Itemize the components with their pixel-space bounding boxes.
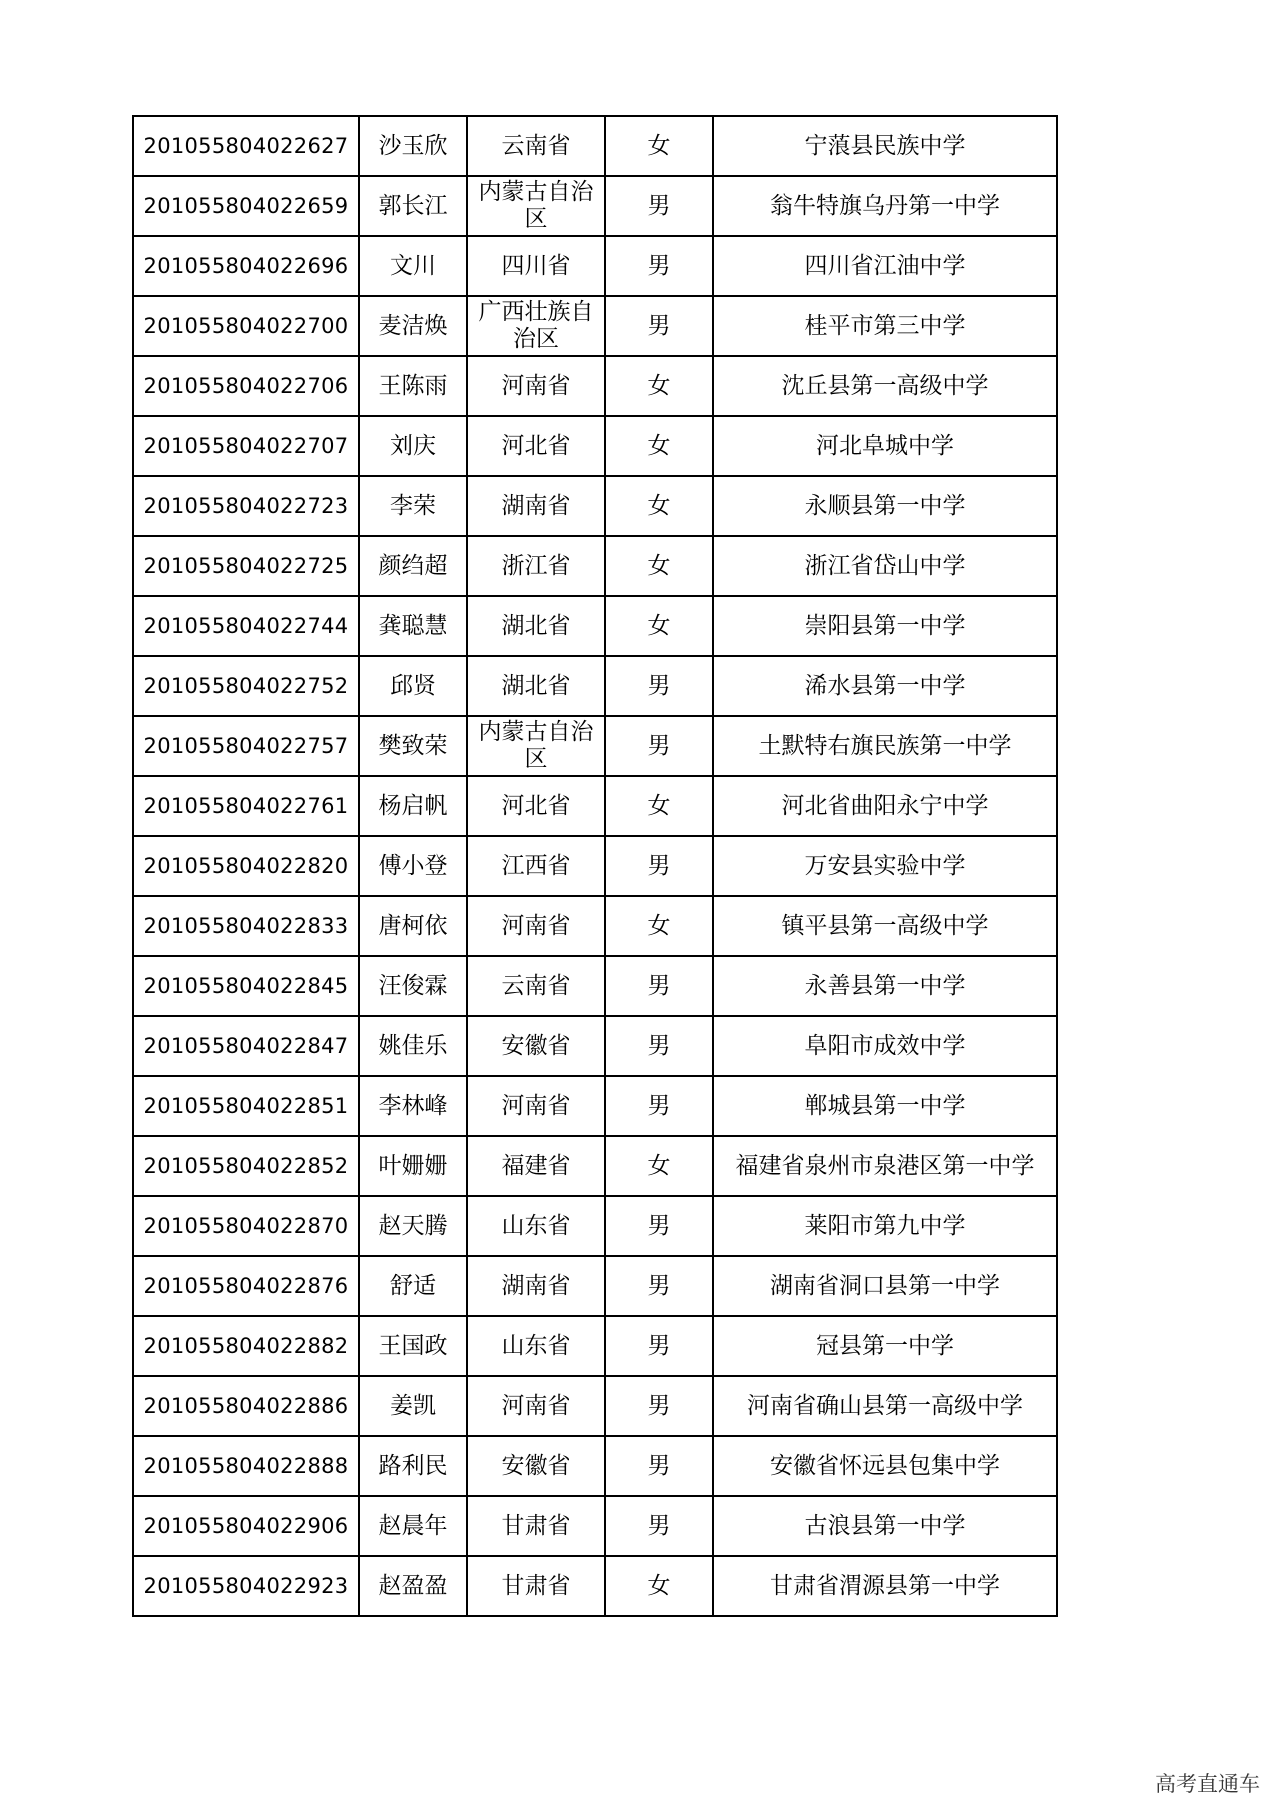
cell-name: 赵盈盈 (359, 1556, 467, 1616)
cell-exam-id: 201055804022744 (133, 596, 359, 656)
cell-exam-id: 201055804022707 (133, 416, 359, 476)
cell-school: 莱阳市第九中学 (713, 1196, 1057, 1256)
table-row (133, 176, 1057, 236)
cell-gender: 男 (605, 956, 713, 1016)
cell-province: 湖北省 (467, 656, 605, 716)
cell-province: 广西壮族自治区 (467, 296, 605, 356)
table-row (133, 716, 1057, 776)
table-row (133, 476, 1057, 536)
cell-exam-id: 201055804022706 (133, 356, 359, 416)
cell-exam-id: 201055804022757 (133, 716, 359, 776)
cell-name: 汪俊霖 (359, 956, 467, 1016)
cell-gender: 男 (605, 236, 713, 296)
cell-school: 崇阳县第一中学 (713, 596, 1057, 656)
cell-exam-id: 201055804022923 (133, 1556, 359, 1616)
cell-exam-id: 201055804022888 (133, 1436, 359, 1496)
cell-gender: 男 (605, 1196, 713, 1256)
cell-exam-id: 201055804022725 (133, 536, 359, 596)
cell-gender: 男 (605, 1376, 713, 1436)
cell-school: 翁牛特旗乌丹第一中学 (713, 176, 1057, 236)
cell-school: 镇平县第一高级中学 (713, 896, 1057, 956)
cell-name: 姜凯 (359, 1376, 467, 1436)
cell-school: 郸城县第一中学 (713, 1076, 1057, 1136)
cell-school: 河北阜城中学 (713, 416, 1057, 476)
cell-province: 湖南省 (467, 476, 605, 536)
table-row (133, 236, 1057, 296)
table-row (133, 1016, 1057, 1076)
cell-province: 甘肃省 (467, 1556, 605, 1616)
cell-exam-id: 201055804022851 (133, 1076, 359, 1136)
cell-school: 冠县第一中学 (713, 1316, 1057, 1376)
table-row (133, 1136, 1057, 1196)
cell-gender: 女 (605, 1136, 713, 1196)
cell-exam-id: 201055804022723 (133, 476, 359, 536)
cell-province: 河南省 (467, 1376, 605, 1436)
table-row (133, 536, 1057, 596)
cell-province: 河南省 (467, 356, 605, 416)
cell-province: 安徽省 (467, 1016, 605, 1076)
cell-school: 福建省泉州市泉港区第一中学 (713, 1136, 1057, 1196)
table-body (133, 116, 1057, 1616)
cell-name: 唐柯依 (359, 896, 467, 956)
cell-school: 河北省曲阳永宁中学 (713, 776, 1057, 836)
cell-name: 路利民 (359, 1436, 467, 1496)
cell-gender: 男 (605, 836, 713, 896)
cell-school: 宁蒗县民族中学 (713, 116, 1057, 176)
cell-province: 内蒙古自治区 (467, 176, 605, 236)
cell-name: 刘庆 (359, 416, 467, 476)
cell-province: 河南省 (467, 1076, 605, 1136)
cell-name: 李林峰 (359, 1076, 467, 1136)
cell-school: 永善县第一中学 (713, 956, 1057, 1016)
cell-province: 湖北省 (467, 596, 605, 656)
table-row (133, 656, 1057, 716)
cell-exam-id: 201055804022752 (133, 656, 359, 716)
cell-school: 阜阳市成效中学 (713, 1016, 1057, 1076)
cell-gender: 男 (605, 1496, 713, 1556)
watermark-text: 高考直通车 (1155, 1772, 1260, 1796)
cell-gender: 女 (605, 776, 713, 836)
cell-school: 万安县实验中学 (713, 836, 1057, 896)
cell-province: 甘肃省 (467, 1496, 605, 1556)
cell-name: 颜绉超 (359, 536, 467, 596)
cell-gender: 女 (605, 596, 713, 656)
student-list-table (132, 115, 1058, 1617)
cell-school: 四川省江油中学 (713, 236, 1057, 296)
cell-name: 麦洁焕 (359, 296, 467, 356)
cell-gender: 女 (605, 356, 713, 416)
table-row (133, 776, 1057, 836)
cell-gender: 男 (605, 176, 713, 236)
cell-name: 姚佳乐 (359, 1016, 467, 1076)
cell-name: 舒适 (359, 1256, 467, 1316)
cell-province: 福建省 (467, 1136, 605, 1196)
cell-school: 古浪县第一中学 (713, 1496, 1057, 1556)
cell-exam-id: 201055804022876 (133, 1256, 359, 1316)
cell-name: 王陈雨 (359, 356, 467, 416)
cell-exam-id: 201055804022845 (133, 956, 359, 1016)
cell-school: 沈丘县第一高级中学 (713, 356, 1057, 416)
cell-name: 王国政 (359, 1316, 467, 1376)
cell-name: 傅小登 (359, 836, 467, 896)
cell-province: 江西省 (467, 836, 605, 896)
cell-province: 山东省 (467, 1316, 605, 1376)
cell-exam-id: 201055804022627 (133, 116, 359, 176)
cell-name: 郭长江 (359, 176, 467, 236)
cell-name: 文川 (359, 236, 467, 296)
cell-province: 河北省 (467, 776, 605, 836)
cell-gender: 男 (605, 296, 713, 356)
cell-school: 河南省确山县第一高级中学 (713, 1376, 1057, 1436)
cell-name: 李荣 (359, 476, 467, 536)
table-row (133, 1556, 1057, 1616)
cell-gender: 男 (605, 1256, 713, 1316)
cell-name: 赵天腾 (359, 1196, 467, 1256)
table-row (133, 596, 1057, 656)
cell-province: 河北省 (467, 416, 605, 476)
table-row (133, 956, 1057, 1016)
cell-province: 安徽省 (467, 1436, 605, 1496)
cell-exam-id: 201055804022882 (133, 1316, 359, 1376)
cell-gender: 女 (605, 476, 713, 536)
cell-exam-id: 201055804022833 (133, 896, 359, 956)
cell-gender: 男 (605, 1016, 713, 1076)
table-row (133, 836, 1057, 896)
cell-gender: 女 (605, 416, 713, 476)
cell-name: 樊致荣 (359, 716, 467, 776)
table-row (133, 416, 1057, 476)
table-row (133, 1196, 1057, 1256)
cell-exam-id: 201055804022700 (133, 296, 359, 356)
table-row (133, 356, 1057, 416)
cell-exam-id: 201055804022696 (133, 236, 359, 296)
table-row (133, 1256, 1057, 1316)
cell-gender: 男 (605, 1316, 713, 1376)
table-row (133, 1316, 1057, 1376)
cell-exam-id: 201055804022659 (133, 176, 359, 236)
cell-exam-id: 201055804022852 (133, 1136, 359, 1196)
cell-school: 浙江省岱山中学 (713, 536, 1057, 596)
cell-province: 河南省 (467, 896, 605, 956)
cell-name: 邱贤 (359, 656, 467, 716)
cell-exam-id: 201055804022906 (133, 1496, 359, 1556)
cell-exam-id: 201055804022761 (133, 776, 359, 836)
cell-school: 安徽省怀远县包集中学 (713, 1436, 1057, 1496)
cell-province: 四川省 (467, 236, 605, 296)
table-row (133, 1436, 1057, 1496)
table-row (133, 116, 1057, 176)
cell-gender: 男 (605, 1436, 713, 1496)
cell-province: 云南省 (467, 956, 605, 1016)
cell-gender: 男 (605, 716, 713, 776)
cell-exam-id: 201055804022886 (133, 1376, 359, 1436)
table-row (133, 1376, 1057, 1436)
table-row (133, 296, 1057, 356)
cell-name: 叶姗姗 (359, 1136, 467, 1196)
cell-exam-id: 201055804022847 (133, 1016, 359, 1076)
cell-exam-id: 201055804022820 (133, 836, 359, 896)
cell-school: 甘肃省渭源县第一中学 (713, 1556, 1057, 1616)
cell-gender: 女 (605, 116, 713, 176)
cell-gender: 女 (605, 1556, 713, 1616)
cell-gender: 女 (605, 896, 713, 956)
cell-gender: 女 (605, 536, 713, 596)
cell-school: 湖南省洞口县第一中学 (713, 1256, 1057, 1316)
cell-name: 龚聪慧 (359, 596, 467, 656)
cell-school: 桂平市第三中学 (713, 296, 1057, 356)
cell-name: 赵晨年 (359, 1496, 467, 1556)
cell-province: 内蒙古自治区 (467, 716, 605, 776)
table-row (133, 1076, 1057, 1136)
cell-name: 沙玉欣 (359, 116, 467, 176)
table-row (133, 1496, 1057, 1556)
cell-province: 山东省 (467, 1196, 605, 1256)
cell-province: 云南省 (467, 116, 605, 176)
cell-exam-id: 201055804022870 (133, 1196, 359, 1256)
cell-province: 浙江省 (467, 536, 605, 596)
cell-name: 杨启帆 (359, 776, 467, 836)
cell-school: 浠水县第一中学 (713, 656, 1057, 716)
cell-school: 永顺县第一中学 (713, 476, 1057, 536)
cell-gender: 男 (605, 656, 713, 716)
cell-province: 湖南省 (467, 1256, 605, 1316)
cell-gender: 男 (605, 1076, 713, 1136)
table-row (133, 896, 1057, 956)
cell-school: 土默特右旗民族第一中学 (713, 716, 1057, 776)
